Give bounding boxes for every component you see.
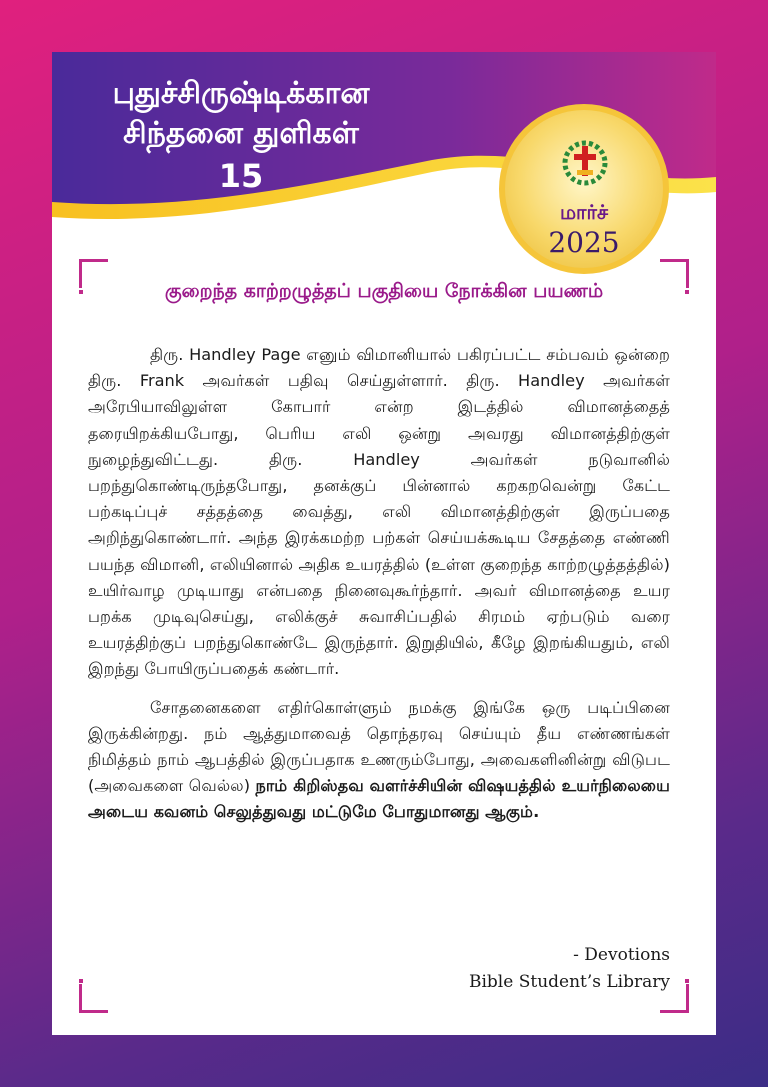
badge-month: மார்ச் xyxy=(559,200,609,224)
corner-dot xyxy=(685,290,689,294)
paragraph-2 xyxy=(88,695,670,826)
corner-bracket xyxy=(79,259,108,288)
attribution-source: - Devotions xyxy=(573,945,670,965)
title-line-1: புதுச்சிருஷ்டிக்கான xyxy=(112,76,370,111)
series-title xyxy=(76,74,406,196)
article-heading: குறைந்த காற்றழுத்தப் பகுதியை நோக்கின பயணம் xyxy=(164,280,604,302)
cross-wreath-icon xyxy=(560,138,610,188)
title-line-2: சிந்தனை துளிகள் xyxy=(123,116,359,151)
corner-dot xyxy=(79,290,83,294)
attribution xyxy=(469,942,670,996)
attribution-library: Bible Student’s Library xyxy=(469,972,670,992)
paragraph-2-bold: நாம் கிறிஸ்தவ வளர்ச்சியின் விஷயத்தில் உயர்நிலையை அடைய கவனம் செலுத்துவது மட்டுமே போதுமானது ஆகும். xyxy=(88,776,670,822)
corner-dot xyxy=(79,979,83,983)
devotional-card xyxy=(52,52,716,1035)
date-badge xyxy=(499,104,669,274)
paragraph-2-regular: சோதனைகளை எதிர்கொள்ளும் நமக்கு இங்கே ஒரு படிப்பினை இருக்கின்றது. நம் ஆத்துமாவைத் தொந்தரவு செய்யும் தீய எண்ணங்கள் நிமித்தம் நாம் ஆபத்தில் இருப்பதாக உணரும்போது, அவைகளினின்று விடுபட (அவைகளை வெல்ல) xyxy=(88,697,670,796)
corner-bracket xyxy=(660,259,689,288)
corner-bracket xyxy=(79,984,108,1013)
corner-dot xyxy=(685,979,689,983)
paragraph-1: திரு. Handley Page எனும் விமானியால் பகிரப்பட்ட சம்பவம் ஒன்றை திரு. Frank அவர்கள் பதிவு செய்துள்ளார். திரு. Handley அவர்கள் அரேபியாவிலுள்ள கோபார் என்ற இடத்தில் விமானத்தைத் தரையிறக்கியபோது, பெரிய எலி ஒன்று அவரது விமானத்திற்குள் நுழைந்துவிட்டது. திரு. Handley அவர்கள் நடுவானில் பறந்துகொண்டிருந்தபோது, தனக்குப் பின்னால் கறகறவென்று கேட்ட பற்கடிப்புச் சத்தத்தை வைத்து, எலி விமானத்திற்குள் இருப்பதை அறிந்துகொண்டார். அந்த இரக்கமற்ற பற்கள் செய்யக்கூடிய சேதத்தை எண்ணி பயந்த விமானி, எலியினால் அதிக உயரத்தில் (உள்ள குறைந்த காற்றழுத்தத்தில்) உயிர்வாழ முடியாது என்பதை நினைவுகூர்ந்தார். அவர் விமானத்தை உயர பறக்க முடிவுசெய்து, எலிக்குச் சுவாசிப்பதில் சிரமம் ஏற்படும் வரை உயரத்திற்குப் பறந்துகொண்டே இருந்தார். இறுதியில், கீழே இறங்கியதும், எலி இறந்து போயிருப்பதைக் கண்டார். xyxy=(88,345,670,679)
badge-year: 2025 xyxy=(548,226,620,259)
article-body xyxy=(88,342,670,838)
issue-number: 15 xyxy=(218,157,264,195)
